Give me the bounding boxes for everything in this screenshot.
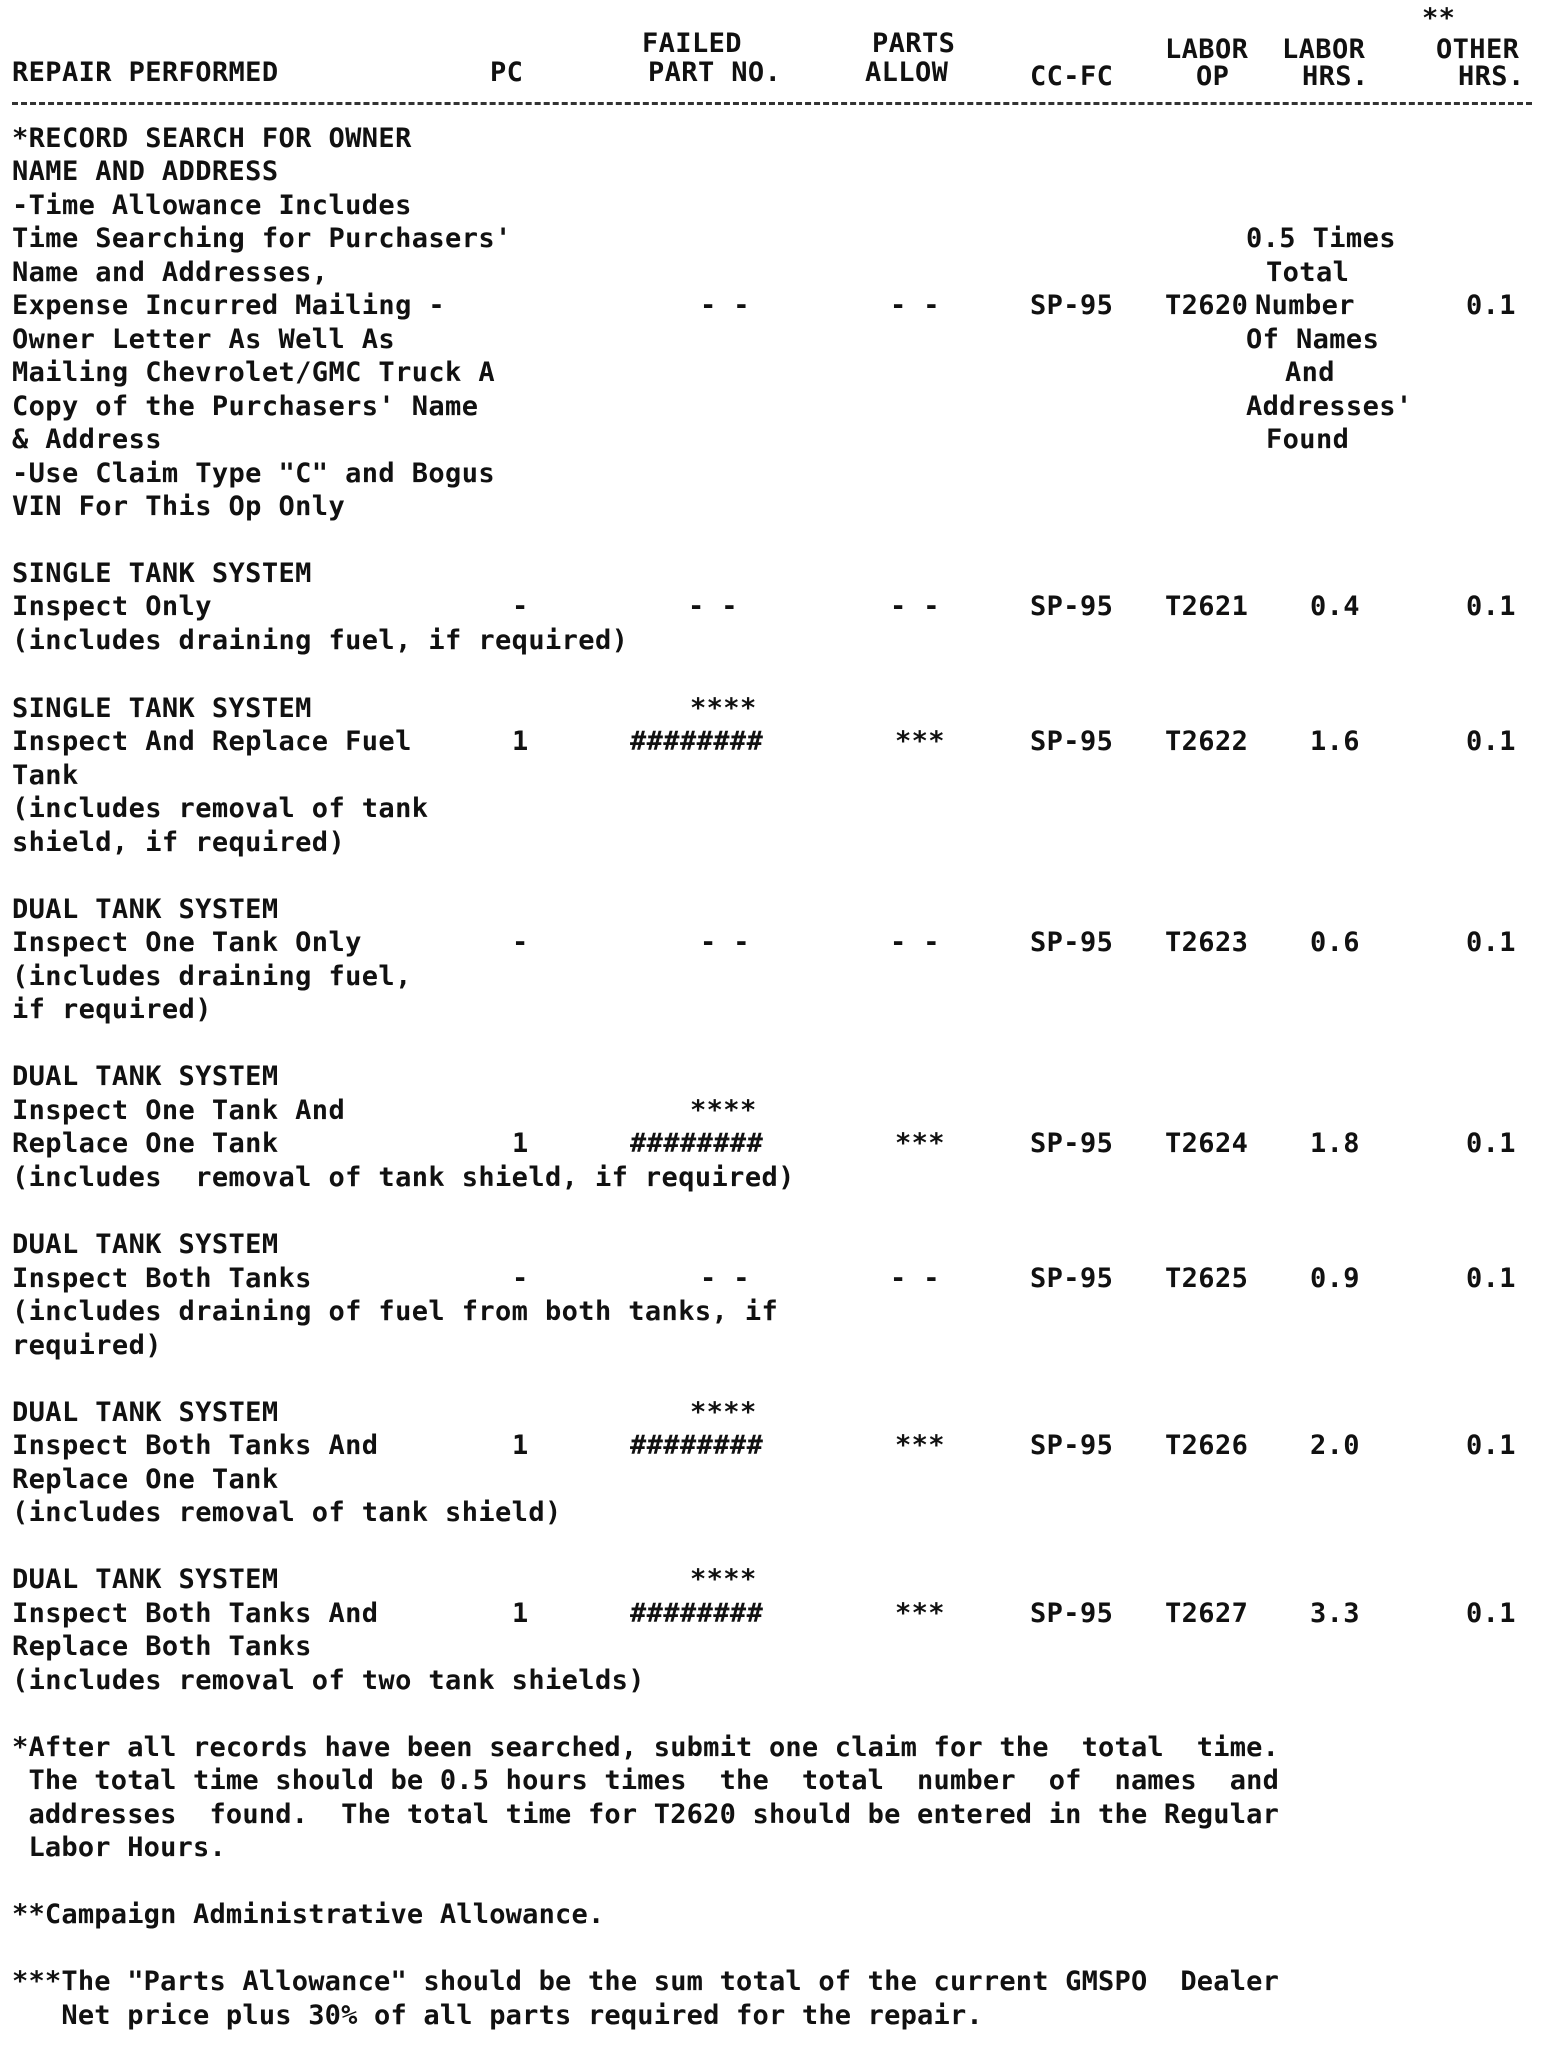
row3-desc-line: shield, if required): [12, 827, 346, 858]
header-other-hrs-mark: **: [1422, 3, 1456, 34]
row7-pc: 1: [512, 1430, 529, 1461]
footnote-1-line: *After all records have been searched, submit one claim for the total time.: [12, 1732, 1280, 1763]
row5-desc-line: Inspect One Tank And: [12, 1095, 346, 1126]
row8-parts-allow: ***: [895, 1598, 945, 1629]
row1-desc-line: -Use Claim Type "C" and Bogus: [12, 458, 496, 489]
row3-desc-line: (includes removal of tank: [12, 793, 429, 824]
row8-labor-op: T2627: [1165, 1598, 1249, 1629]
header-cc-fc: CC-FC: [1030, 61, 1114, 92]
footnote-1-line: The total time should be 0.5 hours times the total number of names and: [12, 1765, 1280, 1796]
row5-desc-line: Replace One Tank: [12, 1128, 279, 1159]
row4-failed-part: - -: [700, 927, 750, 958]
row3-other-hrs: 0.1: [1466, 726, 1516, 757]
row6-pc: -: [512, 1263, 529, 1294]
row3-failed-part-mark: ****: [690, 693, 757, 724]
row3-desc-line: Tank: [12, 760, 79, 791]
row2-desc-line: SINGLE TANK SYSTEM: [12, 558, 312, 589]
row6-failed-part: - -: [700, 1263, 750, 1294]
row7-desc-line: DUAL TANK SYSTEM: [12, 1397, 279, 1428]
row4-desc-line: DUAL TANK SYSTEM: [12, 894, 279, 925]
row7-failed-part-mark: ****: [690, 1397, 757, 1428]
row4-labor-op: T2623: [1165, 927, 1249, 958]
row8-desc-line: DUAL TANK SYSTEM: [12, 1564, 279, 1595]
row8-desc-line: (includes removal of two tank shields): [12, 1665, 645, 1696]
row4-desc-line: if required): [12, 994, 212, 1025]
row1-labor-hrs-line: 0.5 Times: [1246, 223, 1396, 254]
row4-labor-hrs: 0.6: [1310, 927, 1360, 958]
row4-desc-line: Inspect One Tank Only: [12, 927, 362, 958]
row1-desc-line: -Time Allowance Includes: [12, 190, 412, 221]
row1-desc-line: *RECORD SEARCH FOR OWNER: [12, 123, 412, 154]
row1-desc-line: VIN For This Op Only: [12, 491, 346, 522]
header-labor-op-l2: OP: [1196, 61, 1230, 92]
row2-other-hrs: 0.1: [1466, 591, 1516, 622]
row8-desc-line: Inspect Both Tanks And: [12, 1598, 379, 1629]
row2-labor-hrs: 0.4: [1310, 591, 1360, 622]
row2-labor-op: T2621: [1165, 591, 1249, 622]
row6-desc-line: (includes draining of fuel from both tanks, if: [12, 1296, 779, 1327]
row5-labor-hrs: 1.8: [1310, 1128, 1360, 1159]
row1-labor-op: T2620: [1165, 290, 1249, 321]
row7-other-hrs: 0.1: [1466, 1430, 1516, 1461]
row7-desc-line: Inspect Both Tanks And: [12, 1430, 379, 1461]
row6-labor-hrs: 0.9: [1310, 1263, 1360, 1294]
footnote-3-line: Net price plus 30% of all parts required for the repair.: [12, 2000, 983, 2031]
row1-desc-line: NAME AND ADDRESS: [12, 156, 279, 187]
row5-pc: 1: [512, 1128, 529, 1159]
header-labor-op-l1: LABOR: [1165, 34, 1249, 65]
header-pc: PC: [490, 57, 524, 88]
row8-failed-part: ########: [630, 1598, 764, 1629]
row7-cc-fc: SP-95: [1030, 1430, 1114, 1461]
row1-labor-hrs-line: And: [1285, 357, 1335, 388]
footnote-1-line: Labor Hours.: [12, 1832, 226, 1863]
row3-failed-part: ########: [630, 726, 764, 757]
row8-pc: 1: [512, 1598, 529, 1629]
header-repair-performed: REPAIR PERFORMED: [12, 57, 279, 88]
row3-labor-hrs: 1.6: [1310, 726, 1360, 757]
header-parts-allow-l2: ALLOW: [865, 57, 949, 88]
row3-desc-line: SINGLE TANK SYSTEM: [12, 693, 312, 724]
row2-cc-fc: SP-95: [1030, 591, 1114, 622]
row6-desc-line: required): [12, 1330, 162, 1361]
footnote-2: **Campaign Administrative Allowance.: [12, 1899, 605, 1930]
row3-labor-op: T2622: [1165, 726, 1249, 757]
row3-desc-line: Inspect And Replace Fuel: [12, 726, 412, 757]
row6-cc-fc: SP-95: [1030, 1263, 1114, 1294]
row1-labor-hrs-line: Found: [1266, 424, 1350, 455]
header-labor-hrs-l1: LABOR: [1282, 34, 1366, 65]
row6-parts-allow: - -: [890, 1263, 940, 1294]
row1-cc-fc: SP-95: [1030, 290, 1114, 321]
row5-parts-allow: ***: [895, 1128, 945, 1159]
row1-desc-line: Owner Letter As Well As: [12, 324, 396, 355]
row1-desc-line: Time Searching for Purchasers': [12, 223, 512, 254]
row1-desc-line: & Address: [12, 424, 162, 455]
header-parts-allow-l1: PARTS: [872, 28, 956, 59]
row1-parts-allow: - -: [890, 290, 940, 321]
footnote-1-line: addresses found. The total time for T2620 should be entered in the Regular: [12, 1799, 1280, 1830]
footnote-3-line: ***The "Parts Allowance" should be the sum total of the current GMSPO Dealer: [12, 1966, 1280, 1997]
row4-pc: -: [512, 927, 529, 958]
header-failed-part-l2: PART NO.: [648, 57, 782, 88]
row8-other-hrs: 0.1: [1466, 1598, 1516, 1629]
header-labor-hrs-l2: HRS.: [1302, 61, 1369, 92]
header-other-hrs-l2: HRS.: [1458, 61, 1525, 92]
row6-desc-line: Inspect Both Tanks: [12, 1263, 312, 1294]
row2-desc-line: Inspect Only: [12, 591, 212, 622]
row4-parts-allow: - -: [890, 927, 940, 958]
row1-failed-part: - -: [700, 290, 750, 321]
row5-cc-fc: SP-95: [1030, 1128, 1114, 1159]
row7-desc-line: Replace One Tank: [12, 1464, 279, 1495]
row5-desc-line: (includes removal of tank shield, if required): [12, 1162, 795, 1193]
row7-labor-hrs: 2.0: [1310, 1430, 1360, 1461]
row8-cc-fc: SP-95: [1030, 1598, 1114, 1629]
row7-labor-op: T2626: [1165, 1430, 1249, 1461]
row4-other-hrs: 0.1: [1466, 927, 1516, 958]
row1-desc-line: Mailing Chevrolet/GMC Truck A: [12, 357, 496, 388]
row8-failed-part-mark: ****: [690, 1564, 757, 1595]
row1-labor-hrs-line: Addresses': [1246, 391, 1413, 422]
row1-labor-hrs-line: Of Names: [1246, 324, 1380, 355]
row3-cc-fc: SP-95: [1030, 726, 1114, 757]
row5-labor-op: T2624: [1165, 1128, 1249, 1159]
header-rule: [12, 102, 1532, 105]
row5-desc-line: DUAL TANK SYSTEM: [12, 1061, 279, 1092]
row5-other-hrs: 0.1: [1466, 1128, 1516, 1159]
row8-labor-hrs: 3.3: [1310, 1598, 1360, 1629]
row2-pc: -: [512, 591, 529, 622]
row1-labor-hrs-line: Number: [1255, 290, 1355, 321]
row5-failed-part-mark: ****: [690, 1095, 757, 1126]
row8-desc-line: Replace Both Tanks: [12, 1631, 312, 1662]
row7-parts-allow: ***: [895, 1430, 945, 1461]
row6-desc-line: DUAL TANK SYSTEM: [12, 1229, 279, 1260]
row1-desc-line: Copy of the Purchasers' Name: [12, 391, 479, 422]
row1-other-hrs: 0.1: [1466, 290, 1516, 321]
row6-other-hrs: 0.1: [1466, 1263, 1516, 1294]
row2-parts-allow: - -: [890, 591, 940, 622]
row2-desc-line: (includes draining fuel, if required): [12, 625, 629, 656]
row1-desc-line: Name and Addresses,: [12, 257, 329, 288]
row2-failed-part: - -: [688, 591, 738, 622]
row4-cc-fc: SP-95: [1030, 927, 1114, 958]
row7-desc-line: (includes removal of tank shield): [12, 1497, 562, 1528]
row3-parts-allow: ***: [895, 726, 945, 757]
row3-pc: 1: [512, 726, 529, 757]
row6-labor-op: T2625: [1165, 1263, 1249, 1294]
row1-labor-hrs-line: Total: [1266, 257, 1350, 288]
header-other-hrs-l1: OTHER: [1436, 34, 1520, 65]
row7-failed-part: ########: [630, 1430, 764, 1461]
row1-desc-line: Expense Incurred Mailing -: [12, 290, 446, 321]
header-failed-part-l1: FAILED: [642, 28, 742, 59]
row4-desc-line: (includes draining fuel,: [12, 961, 412, 992]
row5-failed-part: ########: [630, 1128, 764, 1159]
